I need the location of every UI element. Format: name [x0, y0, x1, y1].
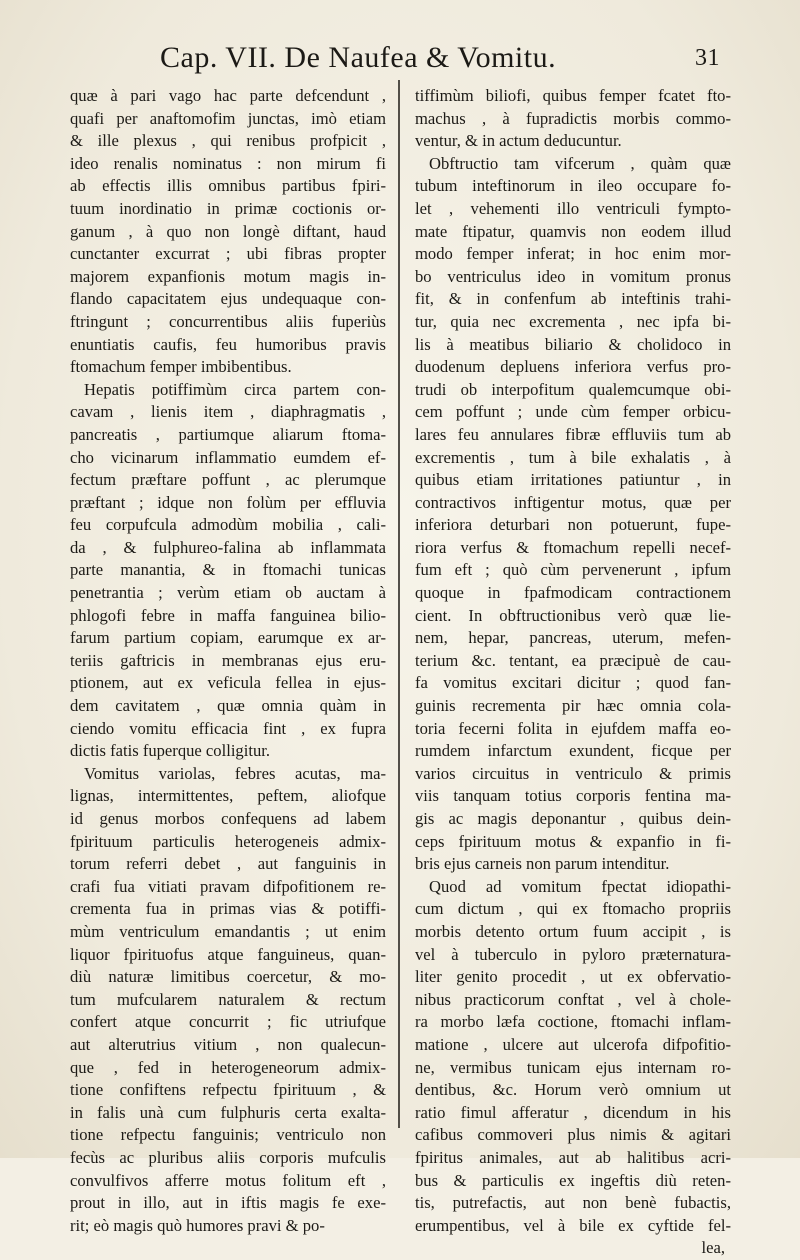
text-line: liter genito procedit , ut ex obfervatio-	[415, 967, 731, 987]
text-line: varios circuitus in ventriculo & primis	[415, 763, 731, 783]
text-line: Hepatis potiffimùm circa partem con-	[84, 379, 386, 399]
text-line: enuntiatis caufis, feu humoribus pravis	[70, 334, 386, 354]
text-line: lares feu annulares fibræ effluviis tum ab	[415, 424, 731, 444]
text-line: fectum præftare poffunt , ac plerumque	[70, 470, 386, 490]
text-line: farum partium copiam, earumque ex ar-	[70, 628, 386, 648]
text-line: da , & fulphureo-falina ab inflammata	[70, 537, 386, 557]
text-line: præftant ; idque non folùm per effluvia	[70, 492, 386, 512]
text-line: lis à meatibus biliario & cholidoco in	[415, 334, 731, 354]
text-line: let , vehementi illo ventriculi fympto-	[415, 198, 731, 218]
text-line: matione , ulcere aut ulcerofa difpofitio-	[415, 1034, 731, 1054]
text-line: ideo renalis nominatus : non mirum fi	[70, 153, 386, 173]
text-line: dem cavitatem , quæ omnia quàm in	[70, 696, 386, 716]
text-line: machus , à fupradictis morbis commo-	[415, 108, 731, 128]
text-line: viis tanquam totius corporis fentina ma-	[415, 786, 731, 806]
text-line: Obftructio tam vifcerum , quàm quæ	[429, 153, 731, 173]
text-line: erumpentibus, vel à bile ex cyftide fel-	[415, 1215, 731, 1235]
text-line: morbis detento ortum fuum accipit , is	[415, 921, 731, 941]
text-line: tiffimùm biliofi, quibus femper fcatet fto-	[415, 86, 731, 105]
text-line: bris ejus carneis non parum intenditur.	[415, 854, 670, 874]
text-line: nem, hepar, pancreas, uterum, mefen-	[415, 628, 731, 648]
text-line: fecùs ac pluribus aliis corporis mufculis	[70, 1147, 386, 1167]
text-line: fit, & in confenfum ab inteftinis trahi-	[415, 289, 731, 309]
text-line: parte manantia, & in ftomachi tunicas	[70, 560, 386, 580]
text-line: inferiora deturbari non potuerunt, fupe-	[415, 515, 731, 535]
text-line: ceps fpirituum motus & expanfio in fi-	[415, 831, 731, 851]
text-line: excrementis , tum à bile exhalatis , à	[415, 447, 731, 467]
text-line: crafi fua vitiati pravam difpofitionem re-	[70, 876, 386, 896]
text-line: cient. In obftructionibus verò quæ lie-	[415, 605, 731, 625]
text-line: ftringunt ; concurrentibus aliis fuperiùs	[70, 311, 386, 331]
text-line: cem poffunt ; unde cùm femper orbicu-	[415, 402, 731, 422]
text-line: ab effectis illis omnibus partibus fpiri-	[70, 176, 386, 196]
text-line: guinis recrementa pir hæc omnia cola-	[415, 696, 731, 716]
text-line: bo ventriculus ideo in vomitum pronus	[415, 266, 731, 286]
right-column	[415, 85, 731, 1260]
text-line: ftomachum femper imbibentibus.	[70, 357, 292, 377]
running-title: Cap. VII. De Naufea & Vomitu.	[160, 41, 557, 74]
text-line: Vomitus variolas, febres acutas, ma-	[84, 763, 386, 783]
text-line: ratio fimul afferatur , dicendum in his	[415, 1102, 731, 1122]
text-line: cunctanter excurrat ; ubi fibras propter	[70, 244, 386, 264]
text-line: feu corpufcula admodùm mobilia , cali-	[70, 515, 386, 535]
text-line: quafi per anaftomofim junctas, imò etiam	[70, 108, 386, 128]
text-line: cum dictum , qui ex ftomacho propriis	[415, 899, 731, 919]
left-column	[70, 85, 386, 1237]
text-line: rit; eò magis quò humores pravi & po-	[70, 1215, 325, 1235]
text-line: flando capacitatem ejus undequaque con-	[70, 289, 386, 309]
text-line: teriis gaftricis in membranas ejus eru-	[70, 650, 386, 670]
text-line: tuum inordinatio in primæ coctionis or-	[70, 198, 386, 218]
text-line: lignas, intermittentes, peftem, aliofque	[70, 786, 386, 806]
text-line: bus & particulis ex ingeftis diù reten-	[415, 1170, 731, 1190]
text-line: tis, putrefactis, aut non benè fubactis,	[415, 1193, 731, 1213]
text-line: cafibus commoveri plus nimis & agitari	[415, 1125, 731, 1145]
text-line: tione refpectu fanguinis; ventriculo non	[70, 1125, 386, 1145]
running-header	[160, 36, 720, 80]
text-line: fpirituum particulis heterogeneis admix-	[70, 831, 386, 851]
text-line: & ille plexus , qui renibus profpicit ,	[70, 131, 386, 151]
text-line: torum referri debet , aut fanguinis in	[70, 854, 386, 874]
text-line: quibus etiam irritationes patiuntur , in	[415, 470, 731, 490]
text-line: riora verfus & ftomachum repelli necef-	[415, 537, 731, 557]
text-line: cho vicinarum inflammatio eumdem ef-	[70, 447, 386, 467]
text-line: rumdem infarctum exundent, ficque per	[415, 741, 731, 761]
text-line: fa vomitus excitari dicitur ; quod fan-	[415, 673, 731, 693]
text-line: dentibus, &c. Horum verò omnium ut	[415, 1080, 731, 1100]
text-line: gis ac magis deponantur , quibus dein-	[415, 809, 731, 828]
text-line: majorem expanfionis motum magis in-	[70, 266, 386, 286]
text-line: ptionem, aut ex veficula fellea in ejus-	[70, 673, 386, 693]
text-line: modo femper inferat; in hoc enim mor-	[415, 244, 731, 264]
text-line: tione confiftens refpectu fpirituum , &	[70, 1080, 386, 1100]
text-line: dictis fatis fuperque colligitur.	[70, 741, 270, 761]
text-line: ganum , à quo non longè diftant, haud	[70, 221, 386, 241]
text-line: Quod ad vomitum fpectat idiopathi-	[429, 876, 731, 896]
text-line: aut alterutrius vitium , non qualecun-	[70, 1034, 386, 1054]
column-divider	[398, 80, 400, 1128]
text-line: toria fecerni folita in ejufdem maffa eo-	[415, 718, 731, 738]
text-line: quoque in fpafmodicam contractionem	[415, 583, 731, 603]
text-line: tur, quia nec excrementa , nec ipfa bi-	[415, 311, 731, 331]
text-line: ra morbo læfa coctione, ftomachi inflam-	[415, 1012, 731, 1032]
page-number: 31	[695, 45, 720, 71]
text-line: terium &c. tentant, ea præcipuè de cau-	[415, 650, 731, 670]
text-line: contractivos inftigentur motus, quæ per	[415, 492, 731, 512]
text-line: ne, vermibus tunicam ejus internam ro-	[415, 1057, 731, 1077]
text-line: prout in illo, aut in iftis magis fe exe-	[70, 1193, 386, 1213]
text-line: duodenum depluens inferiora verfus pro-	[415, 357, 731, 377]
text-line: ventur, & in actum deducuntur.	[415, 131, 622, 151]
text-line: cavam , lienis item , diaphragmatis ,	[70, 402, 386, 422]
text-line: que , fed in heterogeneorum admix-	[70, 1057, 386, 1077]
text-line: convulfivos afferre motus folitum eft ,	[70, 1170, 386, 1190]
text-line: fpiritus animales, aut ab halitibus acri-	[415, 1147, 731, 1167]
text-line: tubum inteftinorum in ileo occupare fo-	[415, 176, 731, 196]
catchword: lea,	[701, 1238, 725, 1258]
text-line: phlogofi febre in maffa fanguinea bilio-	[70, 605, 386, 625]
text-line: ciendo vomitu efficacia fint , ex fupra	[70, 718, 386, 738]
text-line: tum mufcularem naturalem & rectum	[70, 989, 386, 1009]
text-line: crementa fua in primas vias & potiffi-	[70, 899, 386, 919]
text-line: liquor fpirituofus atque fanguineus, quan-	[70, 944, 386, 964]
text-line: trudi ob interpofitum qualemcumque obi-	[415, 379, 731, 399]
text-line: vel à tuberculo in pyloro præternatura-	[415, 944, 731, 964]
text-line: fum eft ; quò cùm pervenerunt , ipfum	[415, 560, 731, 580]
text-line: id genus morbos confequens ad labem	[70, 809, 386, 828]
text-line: in falis unà cum fulphuris certa exalta-	[70, 1102, 386, 1122]
text-line: mùm ventriculum emandantis ; ut enim	[70, 921, 386, 941]
text-line: pancreatis , partiumque aliarum ftoma-	[70, 424, 386, 444]
text-line: quæ à pari vago hac parte defcendunt ,	[70, 86, 386, 105]
text-line: diù naturæ limitibus coercetur, & mo-	[70, 967, 386, 987]
text-line: mate ftipatur, quamvis non eodem illud	[415, 221, 731, 241]
text-line: confert atque concurrit ; fic utriufque	[70, 1012, 386, 1032]
text-line: penetrantia ; verùm etiam ob auctam à	[70, 583, 386, 603]
text-line: nibus practicorum conftat , vel à chole-	[415, 989, 731, 1009]
